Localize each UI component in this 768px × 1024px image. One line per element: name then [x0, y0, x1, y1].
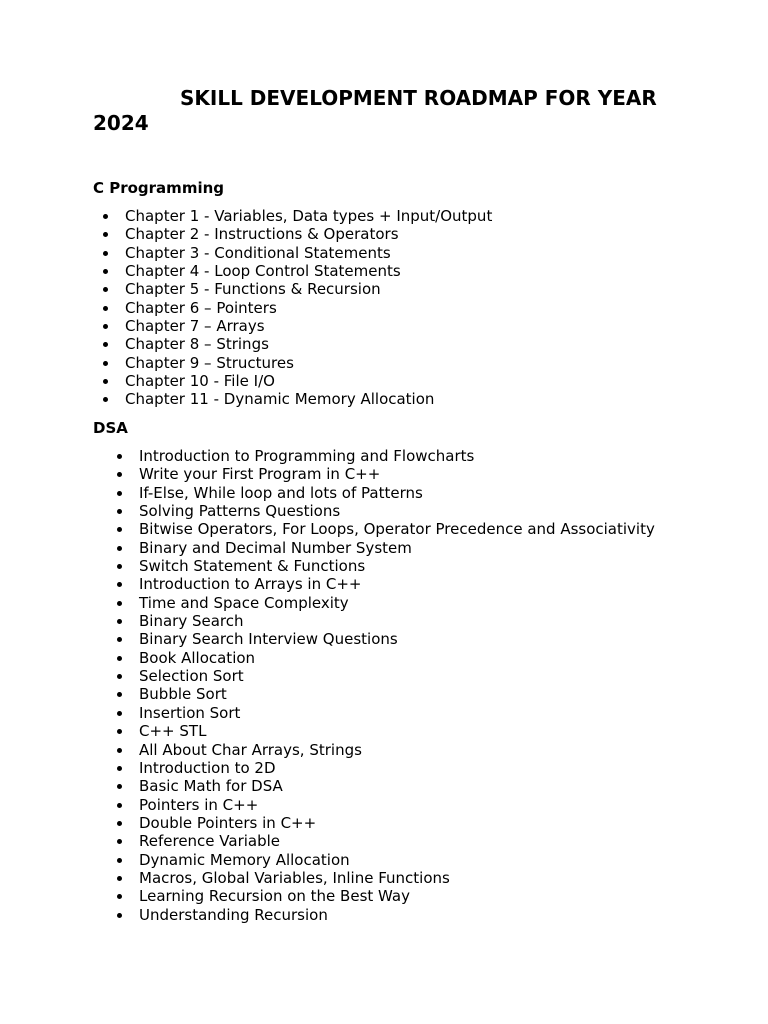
list-item: Write your First Program in C++	[139, 465, 655, 483]
section-heading-c-programming: C Programming	[93, 179, 225, 197]
list-item: Chapter 6 – Pointers	[125, 299, 492, 317]
list-item: Binary Search Interview Questions	[139, 630, 655, 648]
c-programming-list	[125, 207, 492, 409]
list-item: Time and Space Complexity	[139, 594, 655, 612]
list-item: Book Allocation	[139, 649, 655, 667]
list-item: Bitwise Operators, For Loops, Operator Precedence and Associativity	[139, 520, 655, 539]
list-item: Selection Sort	[139, 667, 655, 685]
list-item: Chapter 8 – Strings	[125, 335, 492, 353]
list-item: Macros, Global Variables, Inline Functions	[139, 869, 655, 887]
list-item: Bubble Sort	[139, 685, 655, 703]
list-item: Introduction to 2D	[139, 759, 655, 777]
list-item: Chapter 2 - Instructions & Operators	[125, 225, 492, 243]
list-item: Switch Statement & Functions	[139, 557, 655, 575]
list-item: Pointers in C++	[139, 796, 655, 814]
list-item: Chapter 9 – Structures	[125, 354, 492, 372]
list-item: Chapter 11 - Dynamic Memory Allocation	[125, 390, 492, 408]
list-item: Solving Patterns Questions	[139, 502, 655, 520]
list-item: Binary Search	[139, 612, 655, 630]
list-item: Binary and Decimal Number System	[139, 539, 655, 557]
list-item: Double Pointers in C++	[139, 814, 655, 832]
list-item: Basic Math for DSA	[139, 777, 655, 795]
list-item: C++ STL	[139, 722, 655, 740]
list-item: Introduction to Programming and Flowcharts	[139, 447, 655, 465]
dsa-list	[139, 447, 655, 924]
list-item: Learning Recursion on the Best Way	[139, 887, 655, 905]
list-item: Chapter 10 - File I/O	[125, 372, 492, 390]
list-item: Chapter 7 – Arrays	[125, 317, 492, 335]
document-title: SKILL DEVELOPMENT ROADMAP FOR YEAR 2024	[93, 86, 657, 135]
section-heading-dsa: DSA	[93, 419, 128, 437]
list-item: Chapter 5 - Functions & Recursion	[125, 280, 492, 298]
list-item: Insertion Sort	[139, 704, 655, 722]
list-item: Reference Variable	[139, 832, 655, 850]
list-item: Chapter 1 - Variables, Data types + Input/Output	[125, 207, 493, 225]
list-item: All About Char Arrays, Strings	[139, 741, 655, 759]
list-item: Chapter 4 - Loop Control Statements	[125, 262, 492, 280]
list-item: Dynamic Memory Allocation	[139, 851, 655, 869]
list-item: Understanding Recursion	[139, 906, 655, 924]
list-item: If-Else, While loop and lots of Patterns	[139, 484, 655, 502]
list-item: Chapter 3 - Conditional Statements	[125, 244, 492, 262]
list-item: Introduction to Arrays in C++	[139, 575, 655, 593]
